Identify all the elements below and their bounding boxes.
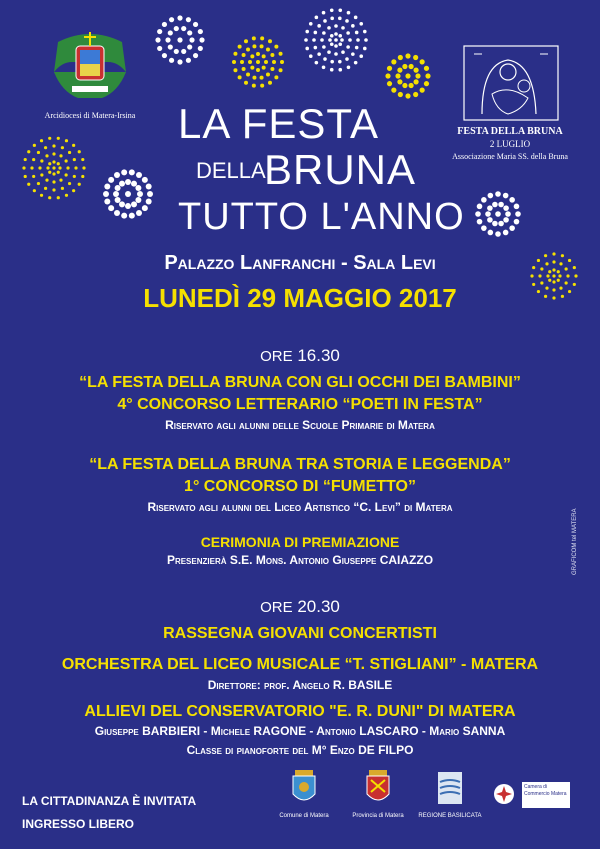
logo-comune [276,768,332,819]
festa-caption: FESTA DELLA BRUNA [457,126,563,137]
logo-regione-label: REGIONE BASILICATA [418,813,482,819]
event-2-note: Riservato agli alunni del Liceo Artistico “C. Levi” di Matera [147,500,453,514]
free-entry-text: INGRESSO LIBERO [22,817,135,831]
festa-association: Associazione Maria SS. della Bruna [452,152,568,161]
time-1-prefix: ORE [260,348,293,365]
venue: Palazzo Lanfranchi - Sala Levi [164,252,436,274]
logo-provincia [348,768,408,819]
orchestra: ORCHESTRA DEL LICEO MUSICALE “T. STIGLIANI” - MATERA [61,656,539,673]
event-1-title: “LA FESTA DELLA BRUNA CON GLI OCCHI DEI BAMBINI” [79,374,521,391]
logo-regione [418,768,482,819]
event-1-subtitle: 4° CONCORSO LETTERARIO “POETI IN FESTA” [117,396,483,413]
logo-camera [492,780,572,814]
time-1 [0,346,600,366]
title-line-3: TUTTO L'ANNO [178,196,465,238]
comune-crest-icon [289,768,319,808]
time-1-value: 16.30 [297,346,340,365]
director: Direttore: prof. Angelo R. BASILE [207,678,393,692]
event-2-title: “LA FESTA DELLA BRUNA TRA STORIA E LEGGENDA” [89,456,511,473]
invite-text: LA CITTADINANZA È INVITATA [22,794,197,808]
title-line-2-big: BRUNA [264,146,417,193]
performers: Giuseppe BARBIERI - Michele RAGONE - Antonio LASCARO - Mario SANNA [94,724,506,738]
time-2-prefix: ORE [260,599,293,616]
provincia-crest-icon [363,768,393,808]
logo-camera-label: Camera di Commercio Matera [522,782,570,808]
event-2-subtitle: 1° CONCORSO DI “FUMETTO” [184,478,416,495]
time-2 [0,597,600,617]
concert-title: RASSEGNA GIOVANI CONCERTISTI [163,625,437,642]
title-line-2-small: DELLA [196,158,266,183]
event-1-note: Riservato agli alunni delle Scuole Primarie di Matera [165,418,435,432]
time-2-value: 20.30 [297,597,340,616]
ceremony-title: CERIMONIA DI PREMIAZIONE [200,534,400,550]
festa-date: 2 LUGLIO [489,139,531,149]
logo-comune-label: Comune di Matera [279,813,329,819]
archdiocese-crest-icon [48,32,132,102]
regione-crest-icon [435,768,465,808]
students: ALLIEVI DEL CONSERVATORIO "E. R. DUNI" DI MATERA [84,703,516,720]
madonna-icon [452,44,570,122]
event-date: LUNEDÌ 29 MAGGIO 2017 [143,283,457,313]
graphic-credit: GRAFICOM tel MATERA [572,508,578,575]
archdiocese-caption: Arcidiocesi di Matera-Irsina [44,111,136,120]
piano-class: Classe di pianoforte del M° Enzo DE FILPO [186,743,414,757]
logo-provincia-label: Provincia di Matera [352,813,404,819]
title-line-1: LA FESTA [178,100,379,147]
ceremony-note: Presenzierà S.E. Mons. Antonio Giuseppe CAIAZZO [166,553,434,567]
camera-commercio-icon [492,782,516,806]
